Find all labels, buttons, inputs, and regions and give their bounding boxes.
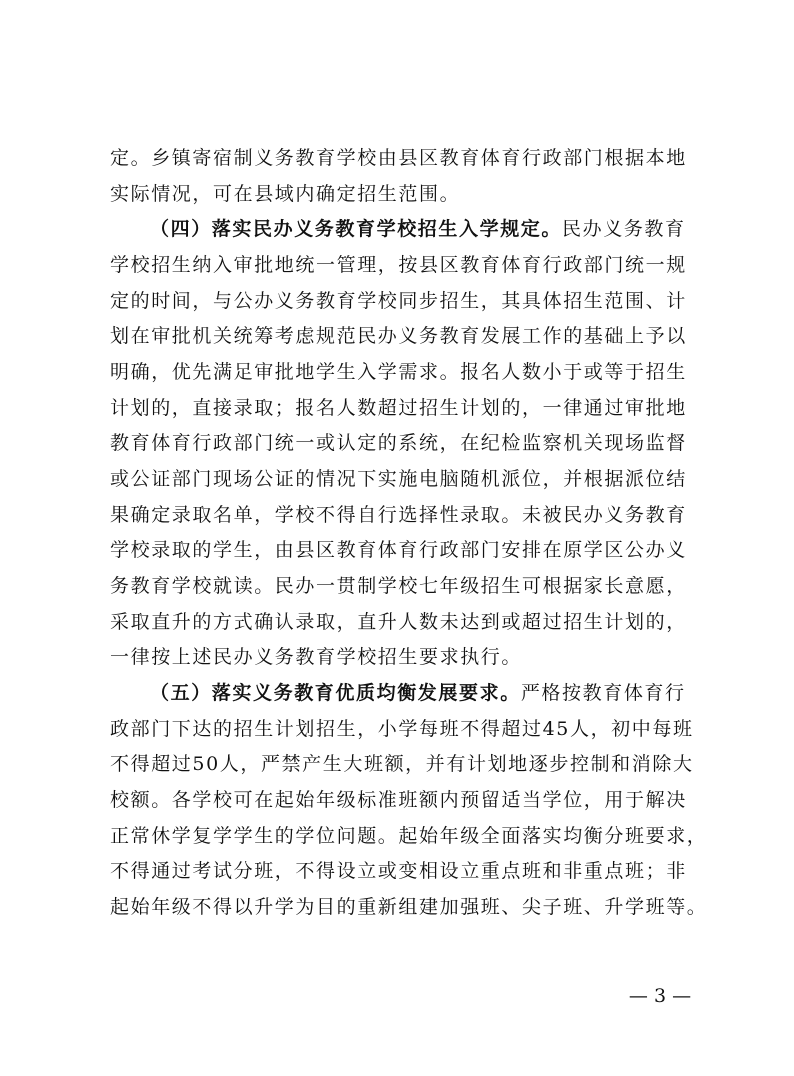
- body-text-line: 务教育学校就读。民办一贯制学校七年级招生可根据家长意愿，: [110, 575, 687, 597]
- body-text-line: 不得超过50人，严禁产生大班额，并有计划地逐步控制和消除大: [110, 753, 694, 775]
- body-text-line: 政部门下达的招生计划招生，小学每班不得超过45人，初中每班: [110, 718, 694, 740]
- body-text-line: 校额。各学校可在起始年级标准班额内预留适当学位，用于解决: [110, 789, 687, 811]
- section-4-first-line: [150, 212, 710, 246]
- body-text-line: 实际情况，可在县域内确定招生范围。: [110, 183, 461, 205]
- body-text-line: 明确，优先满足审批地学生入学需求。报名人数小于或等于招生: [110, 361, 687, 383]
- body-text-line: 计划的，直接录取；报名人数超过招生计划的，一律通过审批地: [110, 397, 687, 419]
- section-5-text: 严格按教育体育行: [520, 682, 686, 704]
- section-4-heading: （四）落实民办义务教育学校招生入学规定。: [150, 218, 563, 240]
- body-text-line: 正常休学复学学生的学位问题。起始年级全面落实均衡分班要求，: [110, 825, 708, 847]
- body-text-line: 果确定录取名单，学校不得自行选择性录取。未被民办义务教育: [110, 504, 687, 526]
- body-text-line: 采取直升的方式确认录取，直升人数未达到或超过招生计划的，: [110, 611, 687, 633]
- section-5-first-line: [150, 676, 710, 710]
- body-text-line: 划在审批机关统筹考虑规范民办义务教育发展工作的基础上予以: [110, 325, 687, 347]
- section-4-text: 民办义务教育: [562, 218, 686, 240]
- body-text-line: 定。乡镇寄宿制义务教育学校由县区教育体育行政部门根据本地: [110, 147, 687, 169]
- body-text-line: 学校招生纳入审批地统一管理，按县区教育体育行政部门统一规: [110, 254, 687, 276]
- body-text-line: 或公证部门现场公证的情况下实施电脑随机派位，并根据派位结: [110, 468, 687, 490]
- page-number: — 3 —: [628, 985, 692, 1007]
- body-text-line: 一律按上述民办义务教育学校招生要求执行。: [110, 646, 523, 668]
- body-text-line: 教育体育行政部门统一或认定的系统，在纪检监察机关现场监督: [110, 432, 687, 454]
- section-5-heading: （五）落实义务教育优质均衡发展要求。: [150, 682, 521, 704]
- body-text-line: 不得通过考试分班，不得设立或变相设立重点班和非重点班；非: [110, 860, 687, 882]
- body-text-line: 定的时间，与公办义务教育学校同步招生，其具体招生范围、计: [110, 290, 687, 312]
- body-text-line: 起始年级不得以升学为目的重新组建加强班、尖子班、升学班等。: [110, 896, 708, 918]
- body-text-line: 学校录取的学生，由县区教育体育行政部门安排在原学区公办义: [110, 539, 687, 561]
